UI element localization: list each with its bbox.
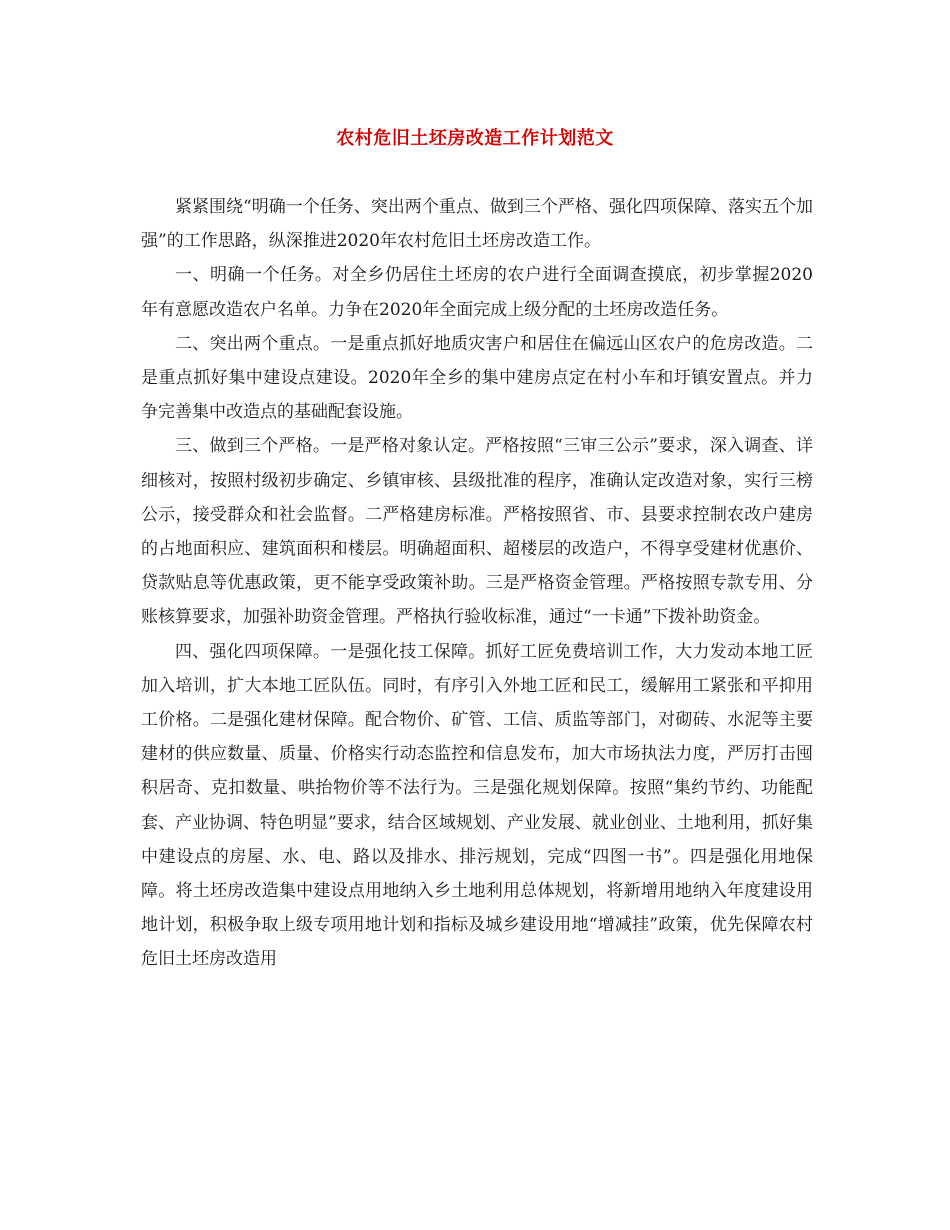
section-one-paragraph: 一、明确一个任务。对全乡仍居住土坯房的农户进行全面调查摸底，初步掌握2020年有意愿改造农户名单。力争在2020年全面完成上级分配的土坯房改造任务。 bbox=[141, 265, 813, 320]
section-three-paragraph: 三、做到三个严格。一是严格对象认定。严格按照“三审三公示”要求，深入调查、详细核对，按照村级初步确定、乡镇审核、县级批准的程序，准确认定改造对象，实行三榜公示，接受群众和社会监督。二严格建房标准。严格按照省、市、县要求控制农改户建房的占地面积应、建筑面积和楼层。明确超面积、超楼层的改造户，不得享受建材优惠价、贷款贴息等优惠政策，更不能享受政策补助。三是严格资金管理。严格按照专款专用、分账核算要求，加强补助资金管理。严格执行验收标准，通过“一卡通”下拨补助资金。 bbox=[141, 436, 813, 628]
document-body bbox=[141, 190, 813, 977]
document-title: 农村危旧土坯房改造工作计划范文 bbox=[336, 128, 614, 149]
section-two-paragraph: 二、突出两个重点。一是重点抓好地质灾害户和居住在偏远山区农户的危房改造。二是重点抓好集中建设点建设。2020年全乡的集中建房点定在村小车和圩镇安置点。并力争完善集中改造点的基础配套设施。 bbox=[141, 333, 813, 423]
section-four-paragraph: 四、强化四项保障。一是强化技工保障。抓好工匠免费培训工作，大力发动本地工匠加入培训，扩大本地工匠队伍。同时，有序引入外地工匠和民工，缓解用工紧张和平抑用工价格。二是强化建材保障。配合物价、矿管、工信、质监等部门，对砌砖、水泥等主要建材的供应数量、质量、价格实行动态监控和信息发布，加大市场执法力度，严厉打击囤积居奇、克扣数量、哄抬物价等不法行为。三是强化规划保障。按照“集约节约、功能配套、产业协调、特色明显”要求，结合区域规划、产业发展、就业创业、土地利用，抓好集中建设点的房屋、水、电、路以及排水、排污规划，完成“四图一书”。四是强化用地保障。将土坯房改造集中建设点用地纳入乡土地利用总体规划，将新增用地纳入年度建设用地计划，积极争取上级专项用地计划和指标及城乡建设用地“增减挂”政策，优先保障农村危旧土坯房改造用 bbox=[141, 641, 813, 970]
intro-paragraph: 紧紧围绕“明确一个任务、突出两个重点、做到三个严格、强化四项保障、落实五个加强”的工作思路，纵深推进2020年农村危旧土坯房改造工作。 bbox=[141, 197, 813, 252]
